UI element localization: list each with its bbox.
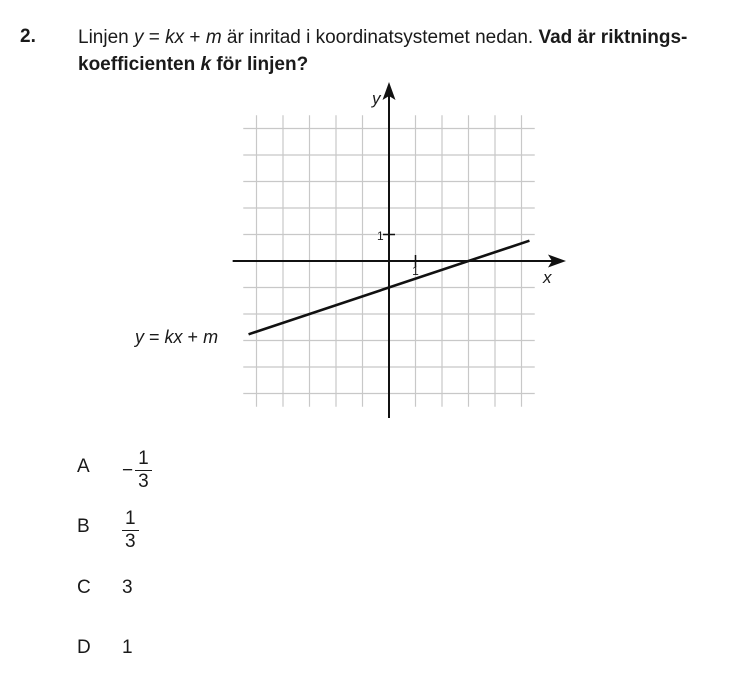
x-tick-label: 1 xyxy=(412,264,419,278)
x-axis-label: x xyxy=(543,268,552,287)
option-b-value: $\frac{1}{3}$ xyxy=(122,508,139,553)
option-b-letter: B xyxy=(77,516,90,537)
y-tick-label: 1 xyxy=(377,229,384,243)
option-d-letter: D xyxy=(77,637,91,658)
question-number: 2. xyxy=(20,26,36,47)
option-d-value: 1 xyxy=(122,637,133,658)
y-axis-label: y xyxy=(372,89,381,108)
option-c-value: 3 xyxy=(122,577,133,598)
line-label: y = kx + m xyxy=(135,327,219,347)
option-a-letter: A xyxy=(77,456,90,477)
ticks xyxy=(383,235,416,268)
question-text: Linjen y = kx + m är inritad i koordinatsystemet nedan. Vad är riktnings-koefficienten k för linjen? xyxy=(78,27,688,75)
option-a-value: − $\frac{1}{3}$ xyxy=(122,448,152,493)
option-c-letter: C xyxy=(77,577,91,598)
